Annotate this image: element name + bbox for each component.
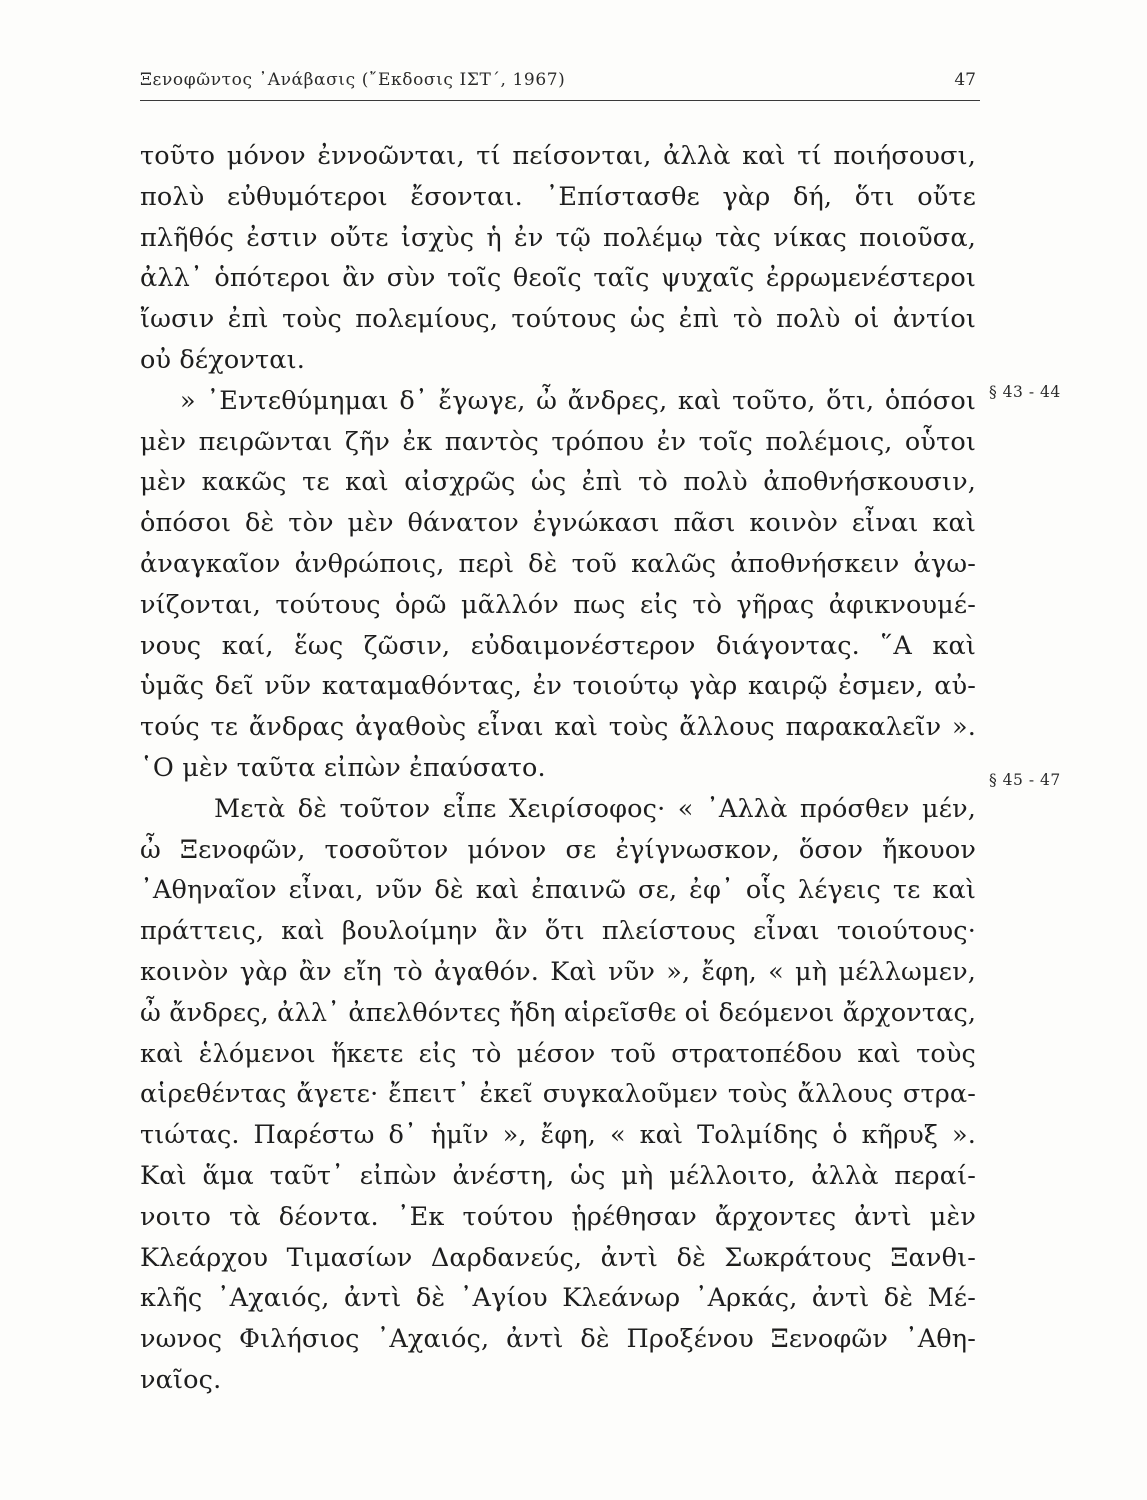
text-line: τούς τε ἄνδρας ἀγαθοὺς εἶναι καὶ τοὺς ἄλλους παρακαλεῖν ».	[140, 712, 976, 743]
margin-section-note: § 43 - 44	[989, 383, 1061, 401]
text-line: ᾿Αθηναῖον εἶναι, νῦν δὲ καὶ ἐπαινῶ σε, ἐφ᾿ οἷς λέγεις τε καὶ	[140, 875, 976, 906]
text-line: ἀναγκαῖον ἀνθρώποις, περὶ δὲ τοῦ καλῶς ἀποθνήσκειν ἀγω-	[140, 548, 976, 579]
text-line: » ᾿Εντεθύμημαι δ᾿ ἔγωγε, ὦ ἄνδρες, καὶ τοῦτο, ὅτι, ὁπόσοι	[180, 385, 976, 416]
text-line: μὲν πειρῶνται ζῆν ἐκ παντὸς τρόπου ἐν τοῖς πολέμοις, οὗτοι	[140, 426, 976, 457]
text-line: τοῦτο μόνον ἐννοῶνται, τί πείσονται, ἀλλὰ καὶ τί ποιήσουσι,	[140, 141, 976, 171]
running-head	[140, 64, 980, 101]
text-line: Μετὰ δὲ τοῦτον εἶπε Χειρίσοφος· « ᾿Αλλὰ πρόσθεν μέν,	[214, 793, 976, 824]
running-title: Ξενοφῶντος ᾿Ανάβασις (῎Εκδοσις ΙΣΤ΄, 1967)	[140, 70, 566, 90]
text-line: ἴωσιν ἐπὶ τοὺς πολεμίους, τούτους ὡς ἐπὶ τὸ πολὺ οἱ ἀντίοι	[140, 304, 976, 335]
text-line: τιώτας. Παρέστω δ᾿ ἡμῖν », ἔφη, « καὶ Τολμίδης ὁ κῆρυξ ».	[140, 1120, 976, 1151]
text-line: Καὶ ἅμα ταῦτ᾿ εἰπὼν ἀνέστη, ὡς μὴ μέλλοιτο, ἀλλὰ περαί-	[140, 1160, 976, 1191]
text-line: ὁπόσοι δὲ τὸν μὲν θάνατον ἐγνώκασι πᾶσι κοινὸν εἶναι καὶ	[140, 508, 976, 539]
text-line: ὦ ἄνδρες, ἀλλ᾿ ἀπελθόντες ἤδη αἱρεῖσθε οἱ δεόμενοι ἄρχοντας,	[140, 997, 977, 1028]
text-line: νοιτο τὰ δέοντα. ᾿Εκ τούτου ᾑρέθησαν ἄρχοντες ἀντὶ μὲν	[140, 1201, 976, 1232]
margin-section-note: § 45 - 47	[989, 771, 1061, 789]
text-line: καὶ ἑλόμενοι ἥκετε εἰς τὸ μέσον τοῦ στρατοπέδου καὶ τοὺς	[140, 1038, 976, 1069]
text-line: ὦ Ξενοφῶν, τοσοῦτον μόνον σε ἐγίγνωσκον, ὅσον ἤκουον	[140, 834, 976, 865]
text-line: οὐ δέχονται.	[140, 344, 306, 375]
text-line: κοινὸν γὰρ ἂν εἴη τὸ ἀγαθόν. Καὶ νῦν », ἔφη, « μὴ μέλλωμεν,	[140, 956, 976, 987]
text-line: πράττεις, καὶ βουλοίμην ἂν ὅτι πλείστους εἶναι τοιούτους·	[140, 916, 976, 947]
text-line: ὑμᾶς δεῖ νῦν καταμαθόντας, ἐν τοιούτῳ γὰρ καιρῷ ἐσμεν, αὐ-	[140, 671, 976, 702]
text-line: πλῆθός ἐστιν οὔτε ἰσχὺς ἡ ἐν τῷ πολέμῳ τὰς νίκας ποιοῦσα,	[140, 222, 976, 253]
text-line: νους καί, ἕως ζῶσιν, εὐδαιμονέστερον διάγοντας. ῞Α καὶ	[140, 630, 976, 661]
text-line: κλῆς ᾿Αχαιός, ἀντὶ δὲ ᾿Αγίου Κλεάνωρ ᾿Αρκάς, ἀντὶ δὲ Μέ-	[140, 1283, 976, 1314]
text-line: ἀλλ᾿ ὁπότεροι ἂν σὺν τοῖς θεοῖς ταῖς ψυχαῖς ἐρρωμενέστεροι	[140, 263, 976, 294]
text-line: ναῖος.	[140, 1364, 222, 1395]
body-text	[140, 136, 976, 1401]
text-line: νίζονται, τούτους ὁρῶ μᾶλλόν πως εἰς τὸ γῆρας ἀφικνουμέ-	[140, 589, 976, 620]
text-line: Κλεάρχου Τιμασίων Δαρδανεύς, ἀντὶ δὲ Σωκράτους Ξανθι-	[140, 1242, 976, 1273]
text-line: πολὺ εὐθυμότεροι ἔσονται. ᾿Επίστασθε γὰρ δή, ὅτι οὔτε	[140, 181, 976, 212]
text-line: νωνος Φιλήσιος ᾿Αχαιός, ἀντὶ δὲ Προξένου Ξενοφῶν ᾿Αθη-	[140, 1324, 976, 1355]
text-line: αἱρεθέντας ἄγετε· ἔπειτ᾿ ἐκεῖ συγκαλοῦμεν τοὺς ἄλλους στρα-	[140, 1079, 976, 1110]
text-line: ῾Ο μὲν ταῦτα εἰπὼν ἐπαύσατο.	[140, 752, 546, 783]
page-number: 47	[954, 70, 976, 90]
text-line: μὲν κακῶς τε καὶ αἰσχρῶς ὡς ἐπὶ τὸ πολὺ ἀποθνήσκουσιν,	[140, 467, 976, 498]
